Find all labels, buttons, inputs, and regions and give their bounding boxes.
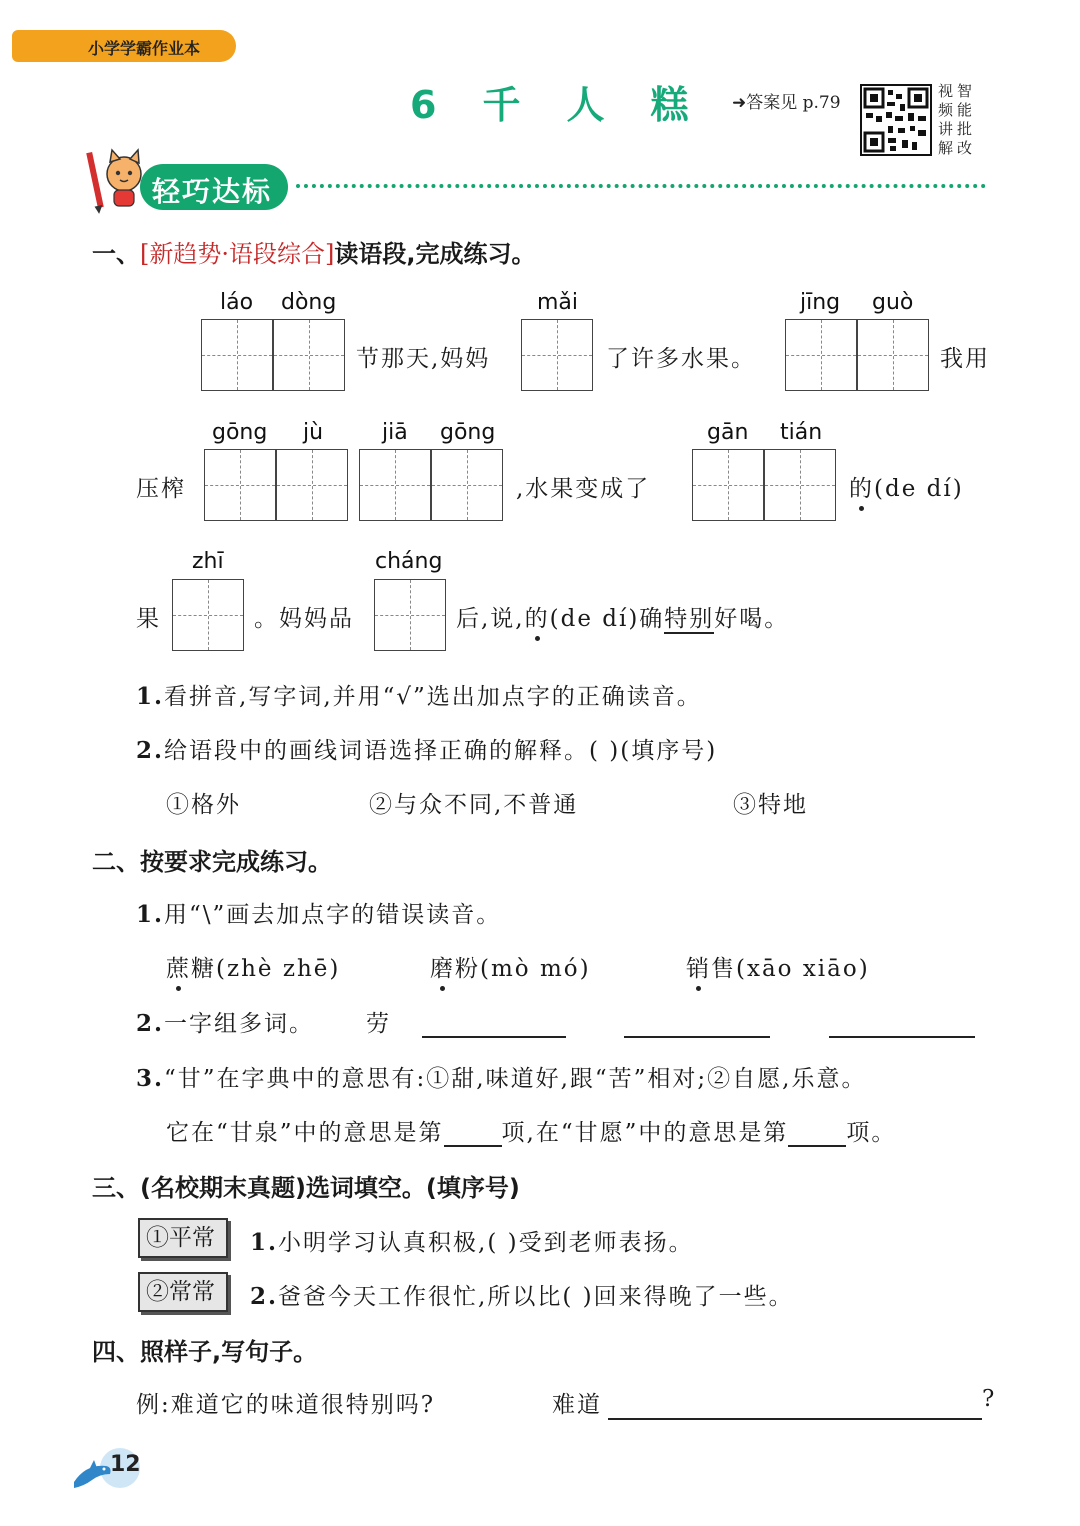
sub-number: 1. bbox=[250, 1229, 279, 1256]
q1-title bbox=[92, 234, 535, 269]
sub-number: 1. bbox=[136, 683, 165, 710]
q2-sub1 bbox=[136, 896, 501, 929]
pinyin-jia: jiā bbox=[382, 420, 408, 445]
q4-answer-prefix: 难道 bbox=[552, 1392, 602, 1418]
dotted-char: 蔗 bbox=[166, 950, 191, 983]
sub-text: “甘”在字典中的意思有:①甜,味道好,跟“苦”相对;②自愿,乐意。 bbox=[164, 1066, 867, 1092]
write-box[interactable] bbox=[857, 319, 929, 391]
sub-text: 项,在“甘愿”中的意思是第 bbox=[501, 1120, 789, 1146]
q3-s1 bbox=[250, 1224, 694, 1257]
reading-options: 售(xāo xiāo) bbox=[711, 956, 870, 982]
lesson-number: 6 bbox=[410, 83, 439, 127]
pinyin-chang: cháng bbox=[375, 549, 443, 574]
section-badge-label: 轻巧达标 bbox=[152, 175, 273, 208]
answer-reference: ➜答案见 p.79 bbox=[732, 93, 841, 113]
q3-s2 bbox=[250, 1278, 794, 1311]
passage-text: ,水果变成了 bbox=[516, 476, 651, 502]
qr-code-icon[interactable] bbox=[860, 84, 932, 156]
passage-text: 我用 bbox=[940, 346, 990, 372]
sub-number: 3. bbox=[136, 1065, 165, 1092]
qr-label bbox=[936, 82, 976, 158]
passage-text: 果 bbox=[136, 606, 161, 632]
reading-choice[interactable] bbox=[849, 470, 964, 503]
write-box[interactable] bbox=[172, 579, 244, 651]
q2-sub3 bbox=[136, 1060, 866, 1093]
q2-sub2-char: 劳 bbox=[366, 1011, 391, 1037]
word-card-2: ②常常 bbox=[138, 1272, 228, 1312]
q4-example: 例:难道它的味道很特别吗? bbox=[136, 1392, 436, 1418]
reading-options: (de dí) bbox=[874, 476, 964, 502]
q4-answer-suffix: ? bbox=[982, 1386, 997, 1412]
q2-sub2 bbox=[136, 1005, 314, 1038]
reading-options: 糖(zhè zhē) bbox=[191, 956, 341, 982]
sub-text: 它在“甘泉”中的意思是第 bbox=[166, 1120, 444, 1146]
write-box[interactable] bbox=[201, 319, 273, 391]
passage-text: 节那天,妈妈 bbox=[356, 346, 491, 372]
q1-tag: [新趋势·语段综合] bbox=[140, 240, 335, 268]
option-1: ①格外 bbox=[166, 792, 241, 818]
sub-text: 看拼音,写字词,并用“√”选出加点字的正确读音。 bbox=[164, 684, 702, 710]
q3-title: 三、(名校期末真题)选词填空。(填序号) bbox=[92, 1174, 520, 1202]
write-box[interactable] bbox=[273, 319, 345, 391]
q1-text: 读语段,完成练习。 bbox=[334, 240, 536, 268]
q1-sub2 bbox=[136, 732, 717, 765]
qr-label-char: 能 bbox=[956, 101, 972, 119]
write-box[interactable] bbox=[764, 449, 836, 521]
sub-text: 一字组多词。 bbox=[164, 1011, 315, 1037]
option-2: ②与众不同,不普通 bbox=[369, 792, 579, 818]
answer-blank[interactable] bbox=[829, 1012, 975, 1038]
reading-item[interactable] bbox=[686, 950, 870, 983]
title-char-3: 糕 bbox=[650, 83, 691, 127]
pinyin-dong: dòng bbox=[281, 290, 337, 315]
qr-label-char: 改 bbox=[956, 139, 972, 157]
qr-label-char: 批 bbox=[956, 120, 972, 138]
write-box[interactable] bbox=[374, 579, 446, 651]
qr-label-char: 智 bbox=[956, 82, 972, 100]
pinyin-zhi: zhī bbox=[192, 549, 224, 574]
write-box[interactable] bbox=[692, 449, 764, 521]
title-char-2: 人 bbox=[566, 83, 607, 127]
word-card-1: ①平常 bbox=[138, 1218, 228, 1258]
section-divider bbox=[296, 184, 986, 188]
passage-text: 压榨 bbox=[136, 476, 186, 502]
dolphin-icon bbox=[70, 1452, 114, 1492]
pinyin-guo: guò bbox=[872, 290, 914, 315]
pinyin-ju: jù bbox=[303, 420, 324, 445]
write-box[interactable] bbox=[359, 449, 431, 521]
answer-blank[interactable] bbox=[422, 1012, 566, 1038]
passage-text: 。妈妈品 bbox=[254, 606, 354, 632]
dotted-char: 的 bbox=[849, 470, 874, 503]
q4-title: 四、照样子,写句子。 bbox=[92, 1338, 318, 1366]
qr-label-char: 讲 bbox=[937, 120, 953, 138]
qr-label-char: 视 bbox=[937, 82, 953, 100]
write-box[interactable] bbox=[521, 319, 593, 391]
q4-answer-line[interactable] bbox=[608, 1392, 982, 1420]
reading-options[interactable]: (de dí)确 bbox=[549, 606, 665, 632]
qr-label-char: 解 bbox=[937, 139, 953, 157]
dotted-char: 销 bbox=[686, 950, 711, 983]
q2-sub3-line2 bbox=[166, 1114, 896, 1147]
write-box[interactable] bbox=[204, 449, 276, 521]
qr-label-char: 频 bbox=[937, 101, 953, 119]
answer-blank[interactable] bbox=[788, 1121, 846, 1147]
dotted-char: 磨 bbox=[430, 950, 455, 983]
dotted-char: 的 bbox=[525, 600, 550, 633]
sub-number: 1. bbox=[136, 901, 165, 928]
write-box[interactable] bbox=[276, 449, 348, 521]
reading-item[interactable] bbox=[166, 950, 340, 983]
section-badge bbox=[140, 164, 288, 210]
cat-mascot-icon bbox=[86, 148, 156, 214]
q1-prefix: 一、 bbox=[92, 240, 140, 268]
pinyin-lao: láo bbox=[220, 290, 254, 315]
series-tab bbox=[12, 30, 236, 62]
page-number: 12 bbox=[110, 1452, 141, 1477]
q1-sub1 bbox=[136, 678, 702, 711]
pinyin-gong: gōng bbox=[212, 420, 268, 445]
title-char-1: 千 bbox=[482, 83, 523, 127]
pinyin-gan: gān bbox=[707, 420, 749, 445]
passage-text: 好喝。 bbox=[714, 606, 790, 632]
pinyin-mai: mǎi bbox=[537, 290, 579, 315]
pinyin-tian: tián bbox=[780, 420, 823, 445]
answer-blank[interactable] bbox=[624, 1012, 770, 1038]
passage-text: 了许多水果。 bbox=[606, 346, 756, 372]
reading-options: 粉(mò mó) bbox=[455, 956, 591, 982]
sub-text: 给语段中的画线词语选择正确的解释。( )(填序号) bbox=[164, 738, 718, 764]
underlined-word: 特别 bbox=[664, 606, 715, 632]
write-box[interactable] bbox=[431, 449, 503, 521]
write-box[interactable] bbox=[785, 319, 857, 391]
sub-number: 2. bbox=[136, 737, 165, 764]
lesson-title bbox=[410, 74, 735, 129]
pinyin-gong2: gōng bbox=[440, 420, 496, 445]
reading-item[interactable] bbox=[430, 950, 591, 983]
passage-text: 后,说, bbox=[456, 606, 525, 632]
option-3: ③特地 bbox=[733, 792, 808, 818]
sub-number: 2. bbox=[250, 1283, 279, 1310]
sub-text: 小明学习认真积极,( )受到老师表扬。 bbox=[278, 1230, 694, 1256]
series-name: 小学学霸作业本 bbox=[88, 39, 201, 58]
sub-text: 用“\”画去加点字的错误读音。 bbox=[164, 902, 502, 928]
answer-blank[interactable] bbox=[444, 1121, 502, 1147]
sub-text: 项。 bbox=[846, 1120, 897, 1146]
passage-text-end bbox=[456, 600, 789, 633]
sub-number: 2. bbox=[136, 1010, 165, 1037]
sub-text: 爸爸今天工作很忙,所以比( )回来得晚了一些。 bbox=[278, 1284, 794, 1310]
pinyin-jing: jīng bbox=[800, 290, 841, 315]
q2-title: 二、按要求完成练习。 bbox=[92, 848, 332, 876]
